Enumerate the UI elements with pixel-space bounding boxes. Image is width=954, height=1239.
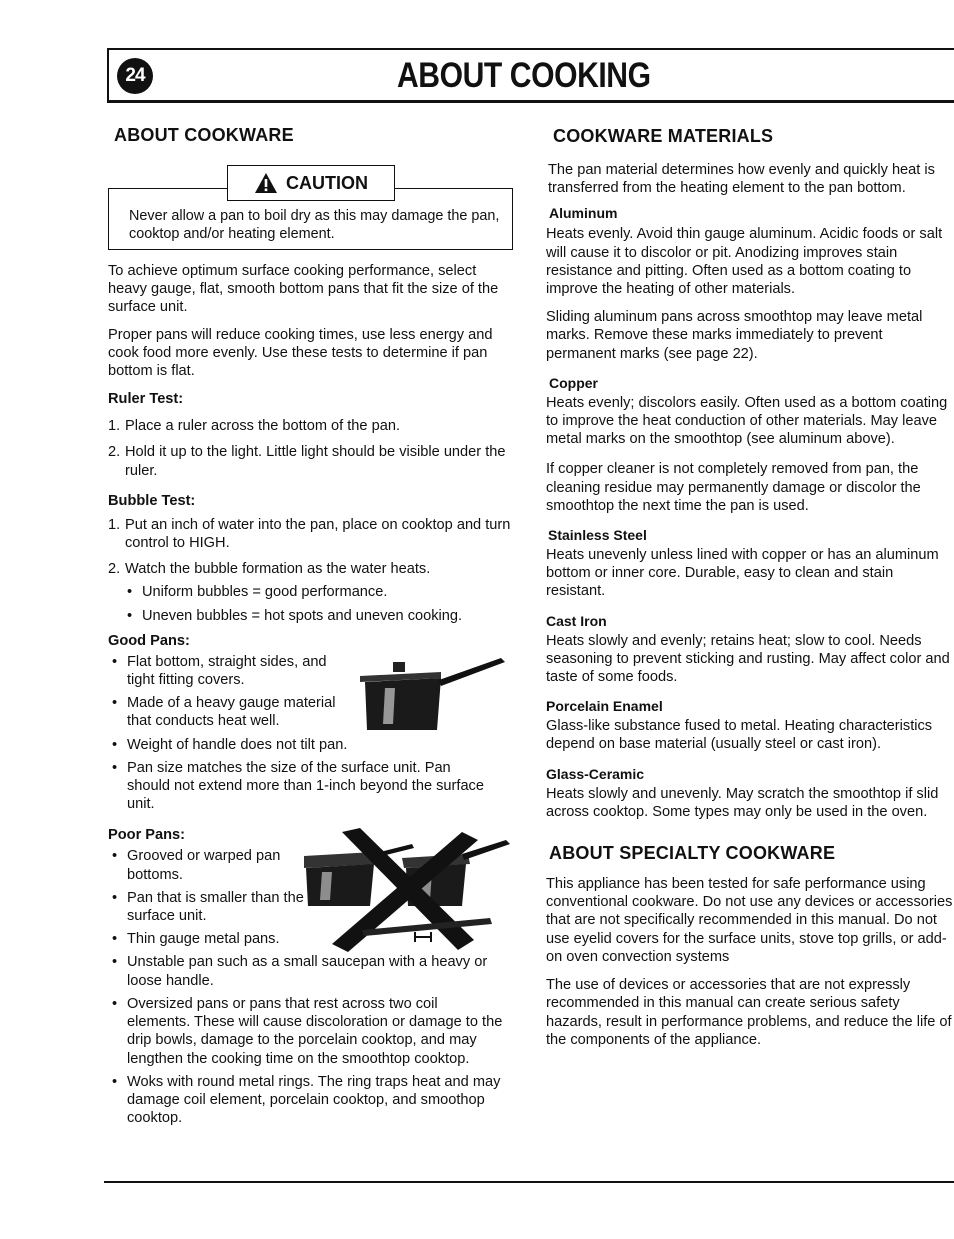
material-description: Heats slowly and evenly; retains heat; slow to cool. Needs seasoning to prevent sticking and rusting. May affect color and taste of some foods. (546, 632, 950, 686)
list-item: • Uniform bubbles = good performance. (127, 584, 388, 601)
material-description: Heats unevenly unless lined with copper or has an aluminum bottom or inner core. Durable, easy to clean and stain resistant. (546, 547, 939, 600)
bubble-result-bullets (125, 583, 513, 624)
bubble-test-steps (108, 516, 513, 579)
caution-label: CAUTION (286, 172, 368, 193)
caution-tag (227, 165, 395, 201)
list-item: • Made of a heavy gauge material that conducts heat well. (112, 695, 336, 730)
page-header (107, 48, 954, 103)
material-cast-iron (546, 612, 954, 687)
ruler-test-steps (108, 417, 513, 480)
specialty-para-1: This appliance has been tested for safe performance using conventional cookware. Do not use any devices or accessories that are not specifically recommended in this manual. Do not use eyelid covers for the surface units, stove top grills, or add-on oven convection systems (546, 876, 953, 965)
material-description: Sliding aluminum pans across smoothtop may leave metal marks. Remove these marks immediately to prevent permanent marks (see page 22). (546, 309, 923, 362)
material-description: Glass-like substance fused to metal. Heating characteristics depend on base material (usually steel or cast iron). (546, 718, 933, 753)
list-item: • Pan that is smaller than the surface unit. (112, 889, 304, 925)
specialty-para-2: The use of devices or accessories that are not expressly recommended in this manual can create serious safety hazards, result in performance problems, and reduce the life of the components of the appliance. (546, 977, 952, 1048)
bubble-test-heading: Bubble Test: (108, 492, 196, 509)
list-item: • Uneven bubbles = hot spots and uneven cooking. (127, 607, 463, 624)
list-item: 1. Put an inch of water into the pan, place on cooktop and turn control to HIGH. (108, 516, 511, 552)
material-glass-ceramic (546, 765, 954, 821)
poor-pans-illustration (302, 828, 514, 956)
page-number-badge: 24 (117, 58, 153, 94)
list-item: 1. Place a ruler across the bottom of the pan. (108, 418, 401, 435)
material-name: Aluminum (549, 205, 618, 222)
material-description: Heats evenly; discolors easily. Often used as a bottom coating to improve the heat conduction of other materials. May leave metal marks on the smoothtop (see aluminum above). (546, 394, 948, 448)
material-porcelain-enamel (546, 697, 954, 753)
ruler-test-heading: Ruler Test: (108, 391, 184, 408)
materials-intro: The pan material determines how evenly and quickly heat is transferred from the heating element to the pan bottom. (548, 162, 935, 197)
list-item: • Flat bottom, straight sides, and tight fitting covers. (112, 653, 327, 689)
material-aluminum (546, 204, 954, 362)
right-column (546, 124, 954, 1049)
material-name: Glass-Ceramic (546, 765, 645, 782)
list-item: • Oversized pans or pans that rest across two coil elements. These will cause discoloration or damage to the drip bowls, damage to the porcelain cooktop, and may lengthen the cooking time on the smoothtop cooktop. (112, 995, 503, 1067)
material-copper (546, 374, 954, 515)
about-cookware-heading: ABOUT COOKWARE (114, 125, 294, 145)
cookware-intro-2: Proper pans will reduce cooking times, use less energy and cook food more evenly. Use these tests to determine if pan bottom is flat. (108, 326, 493, 380)
poor-pans-heading: Poor Pans: (108, 827, 186, 844)
list-item: 2. Hold it up to the light. Little light should be visible under the ruler. (108, 444, 506, 479)
list-item: • Unstable pan such as a small saucepan with a heavy or loose handle. (112, 954, 488, 989)
specialty-cookware-heading: ABOUT SPECIALTY COOKWARE (549, 843, 836, 864)
list-item: • Thin gauge metal pans. (112, 931, 280, 948)
material-name: Stainless Steel (548, 527, 647, 544)
caution-box (108, 172, 513, 250)
material-description: Heats slowly and unevenly. May scratch the smoothtop if slid across cooktop. Some types may only be used in the oven. (546, 785, 939, 820)
material-description: Heats evenly. Avoid thin gauge aluminum. Acidic foods or salt will cause it to discolor or pit. Anodizing improves stain resistance and pitting. Often used as a bottom coating to improve the heating of other materials. (546, 226, 943, 298)
material-description: If copper cleaner is not completely removed from pan, the cleaning residue may permanently damage or discolor the smoothtop the next time the pan is used. (546, 461, 921, 514)
list-item: 2. Watch the bubble formation as the water heats. (108, 561, 431, 578)
warning-icon (254, 172, 278, 194)
list-item: • Grooved or warped pan bottoms. (112, 848, 281, 883)
caution-text: Never allow a pan to boil dry as this may damage the pan, cooktop and/or heating element. (129, 208, 500, 242)
list-item: • Pan size matches the size of the surface unit. Pan should not extend more than 1-inch beyond the surface unit. (112, 759, 484, 813)
list-item: • Weight of handle does not tilt pan. (112, 736, 348, 753)
cookware-materials-heading: COOKWARE MATERIALS (553, 126, 774, 146)
material-stainless-steel (546, 526, 954, 601)
material-name: Cast Iron (546, 612, 607, 629)
good-pan-illustration (355, 654, 507, 734)
material-name: Copper (549, 374, 598, 391)
good-pans-heading: Good Pans: (108, 632, 190, 649)
left-column (108, 124, 513, 1132)
material-name: Porcelain Enamel (546, 698, 663, 715)
cookware-intro-1: To achieve optimum surface cooking performance, select heavy gauge, flat, smooth bottom pans that fit the size of the surface unit. (108, 263, 499, 316)
page-title: ABOUT COOKING (397, 56, 651, 95)
footer-rule (104, 1181, 954, 1183)
list-item: • Woks with round metal rings. The ring traps heat and may damage coil element, porcelain cooktop, and smoothop cooktop. (112, 1073, 501, 1127)
